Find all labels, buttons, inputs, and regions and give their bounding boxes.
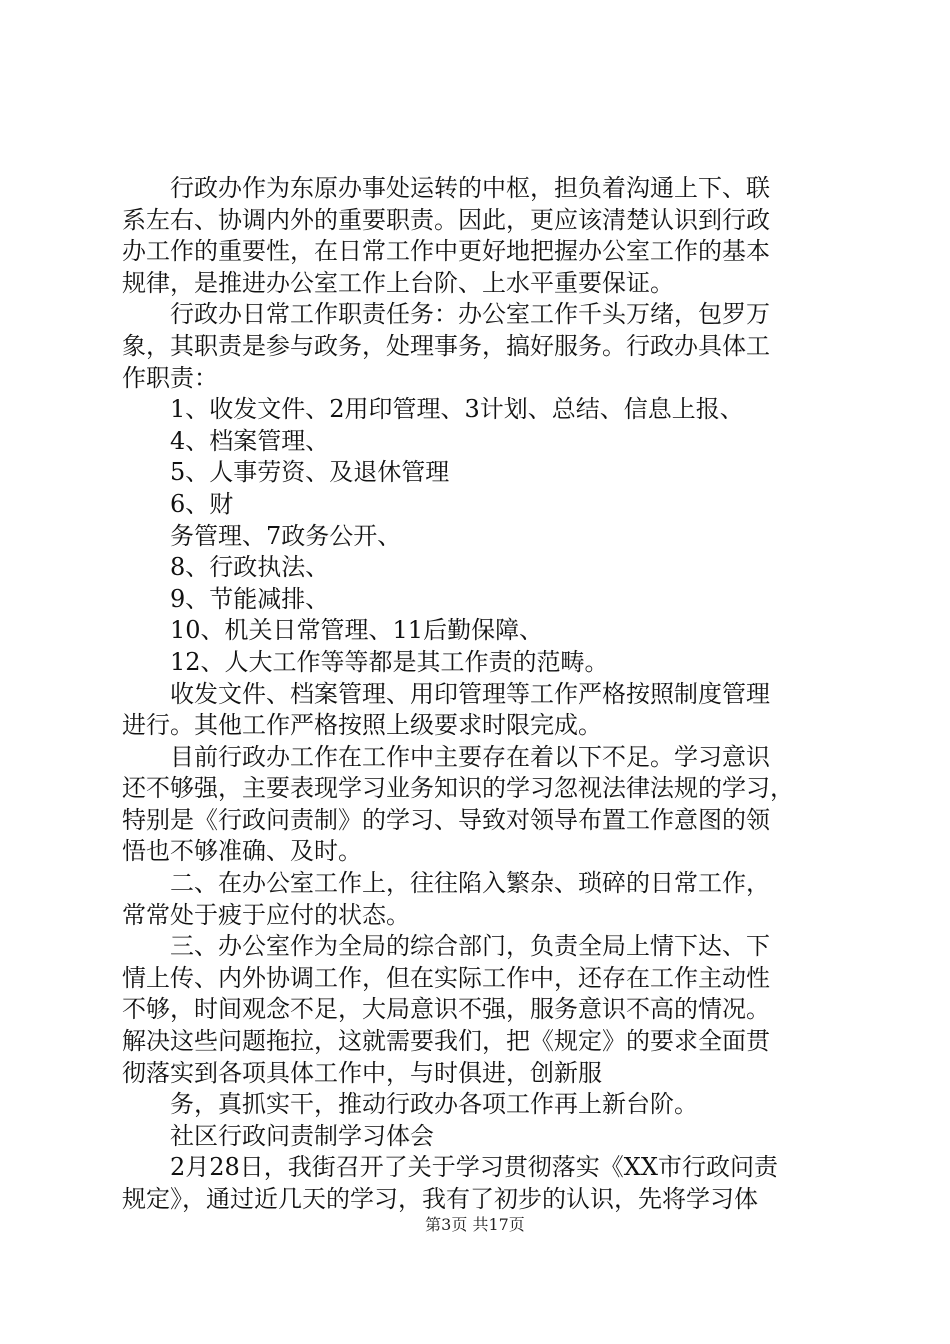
text-line: 行政办作为东原办事处运转的中枢，担负着沟通上下、联 — [170, 174, 770, 202]
text-line: 办工作的重要性，在日常工作中更好地把握办公室工作的基本 — [122, 237, 770, 266]
text-line: 作职责： — [122, 363, 218, 392]
text-line: 二、在办公室工作上，往往陷入繁杂、琐碎的日常工作， — [170, 869, 770, 898]
text-line: 规定》，通过近几天的学习，我有了初步的认识，先将学习体 — [122, 1185, 758, 1213]
text-line: 务管理、7政务公开、 — [170, 521, 402, 550]
text-line: 行政办日常工作职责任务：办公室工作千头万绪，包罗万 — [170, 300, 770, 329]
text-line: 还不够强，主要表现学习业务知识的学习忽视法律法规的学习， — [122, 774, 794, 803]
text-line: 进行。其他工作严格按照上级要求时限完成。 — [122, 711, 602, 740]
text-line: 象，其职责是参与政务，处理事务，搞好服务。行政办具体工 — [122, 331, 770, 360]
page-footer: 第3页 共17页 — [425, 1215, 525, 1234]
text-line: 9、节能减排、 — [170, 584, 330, 613]
text-line: 特别是《行政问责制》的学习、导致对领导布置工作意图的领 — [122, 805, 770, 834]
text-line: 悟也不够准确、及时。 — [122, 837, 362, 866]
text-line: 彻落实到各项具体工作中，与时俱进，创新服 — [122, 1058, 602, 1087]
text-line: 三、办公室作为全局的综合部门，负责全局上情下达、下 — [170, 932, 770, 961]
document-body — [122, 173, 834, 1216]
text-line: 目前行政办工作在工作中主要存在着以下不足。学习意识 — [170, 742, 770, 771]
text-line: 常常处于疲于应付的状态。 — [122, 900, 410, 929]
text-line: 6、财 — [170, 489, 234, 518]
text-line: 4、档案管理、 — [170, 426, 330, 455]
text-line: 2月28日，我街召开了关于学习贯彻落实《XX市行政问责 — [170, 1153, 778, 1182]
text-line: 务，真抓实干，推动行政办各项工作再上新台阶。 — [170, 1090, 698, 1119]
text-line: 8、行政执法、 — [170, 553, 330, 582]
text-line: 12、人大工作等等都是其工作责的范畴。 — [170, 647, 609, 676]
text-line: 情上传、内外协调工作，但在实际工作中，还存在工作主动性 — [122, 963, 770, 992]
text-line: 规律，是推进办公室工作上台阶、上水平重要保证。 — [122, 268, 674, 297]
text-line: 5、人事劳资、及退休管理 — [170, 458, 450, 487]
text-line: 社区行政问责制学习体会 — [170, 1121, 434, 1150]
text-line: 不够，时间观念不足，大局意识不强，服务意识不高的情况。 — [122, 995, 770, 1024]
text-line: 10、机关日常管理、11后勤保障、 — [170, 616, 544, 645]
text-line: 收发文件、档案管理、用印管理等工作严格按照制度管理 — [170, 679, 770, 708]
text-line: 系左右、协调内外的重要职责。因此，更应该清楚认识到行政 — [122, 205, 770, 234]
text-line: 解决这些问题拖拉，这就需要我们，把《规定》的要求全面贯 — [122, 1027, 770, 1056]
text-line: 1、收发文件、2用印管理、3计划、总结、信息上报、 — [170, 395, 744, 424]
